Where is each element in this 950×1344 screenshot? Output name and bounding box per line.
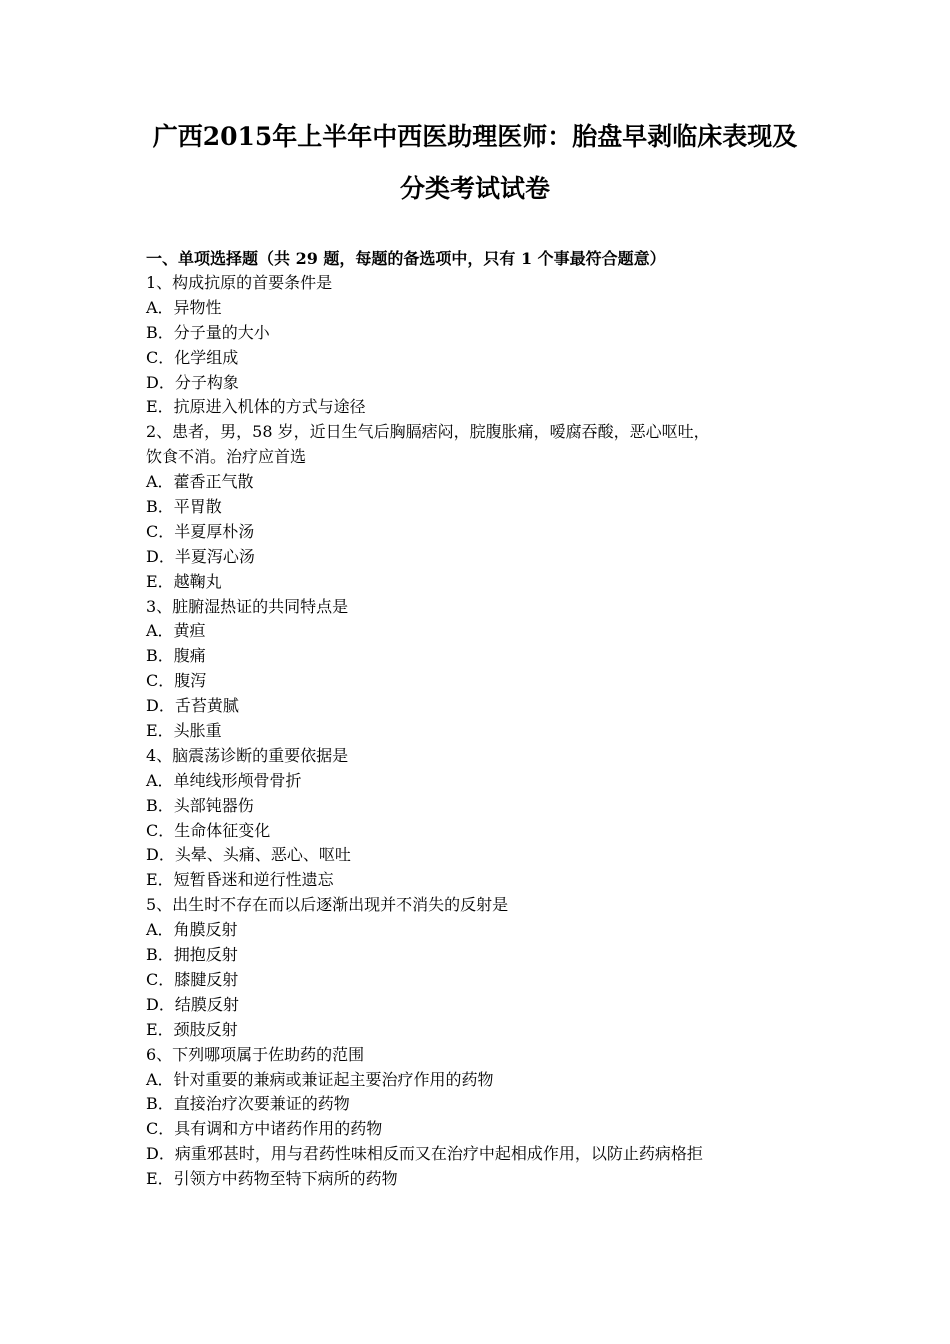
option-b: B．平胃散 <box>146 497 222 517</box>
option-c: C．化学组成 <box>146 347 239 367</box>
option-a: A．针对重要的兼病或兼证起主要治疗作用的药物 <box>146 1069 494 1089</box>
option-c: C．半夏厚朴汤 <box>146 521 255 541</box>
question-4 <box>146 744 816 893</box>
option-d: D．结膜反射 <box>146 994 239 1014</box>
option-c: C．腹泻 <box>146 671 207 691</box>
option-d: D．病重邪甚时，用与君药性味相反而又在治疗中起相成作用，以防止药病格拒 <box>146 1144 703 1164</box>
option-d: D．舌苔黄腻 <box>146 696 239 716</box>
question-stem: 5、出生时不存在而以后逐渐出现并不消失的反射是 <box>146 895 509 915</box>
question-6 <box>146 1043 816 1192</box>
option-b: B．头部钝器伤 <box>146 795 254 815</box>
option-e: E．越鞠丸 <box>146 571 222 591</box>
option-a: A．黄疸 <box>146 621 206 641</box>
question-list <box>146 271 816 1192</box>
question-stem: 6、下列哪项属于佐助药的范围 <box>146 1044 365 1064</box>
option-b: B．直接治疗次要兼证的药物 <box>146 1094 350 1114</box>
option-b: B．腹痛 <box>146 646 206 666</box>
question-5 <box>146 893 816 1042</box>
question-stem: 4、脑震荡诊断的重要依据是 <box>146 745 349 765</box>
option-b: B．分子量的大小 <box>146 322 270 342</box>
option-d: D．半夏泻心汤 <box>146 546 255 566</box>
option-e: E．短暂昏迷和逆行性遗忘 <box>146 870 334 890</box>
option-d: D．头晕、头痛、恶心、呕吐 <box>146 845 351 865</box>
option-b: B．拥抱反射 <box>146 945 238 965</box>
question-stem: 2、患者，男，58 岁，近日生气后胸膈痞闷，脘腹胀痛，嗳腐吞酸，恶心呕吐， <box>146 422 710 442</box>
section-heading: 一、单项选择题（共 29 题，每题的备选项中，只有 1 个事最符合题意） <box>146 249 666 268</box>
option-e: E．头胀重 <box>146 721 222 741</box>
option-a: A．藿香正气散 <box>146 472 254 492</box>
option-e: E．抗原进入机体的方式与途径 <box>146 397 366 417</box>
option-c: C．生命体征变化 <box>146 820 271 840</box>
option-c: C．膝腱反射 <box>146 969 239 989</box>
option-a: A．异物性 <box>146 297 222 317</box>
question-stem: 3、脏腑湿热证的共同特点是 <box>146 596 349 616</box>
question-stem-continued: 饮食不消。治疗应首选 <box>146 447 307 467</box>
option-e: E．颈肢反射 <box>146 1019 238 1039</box>
option-a: A．单纯线形颅骨骨折 <box>146 770 302 790</box>
option-e: E．引领方中药物至特下病所的药物 <box>146 1169 398 1189</box>
document-title-line-2: 分类考试试卷 <box>399 174 550 203</box>
question-3 <box>146 595 816 744</box>
option-a: A．角膜反射 <box>146 920 238 940</box>
question-1 <box>146 271 816 420</box>
document-title-line-1: 广西2015年上半年中西医助理医师：胎盘早剥临床表现及 <box>152 122 798 151</box>
option-d: D．分子构象 <box>146 372 239 392</box>
option-c: C．具有调和方中诸药作用的药物 <box>146 1119 383 1139</box>
question-stem: 1、构成抗原的首要条件是 <box>146 273 333 292</box>
question-2 <box>146 420 816 594</box>
